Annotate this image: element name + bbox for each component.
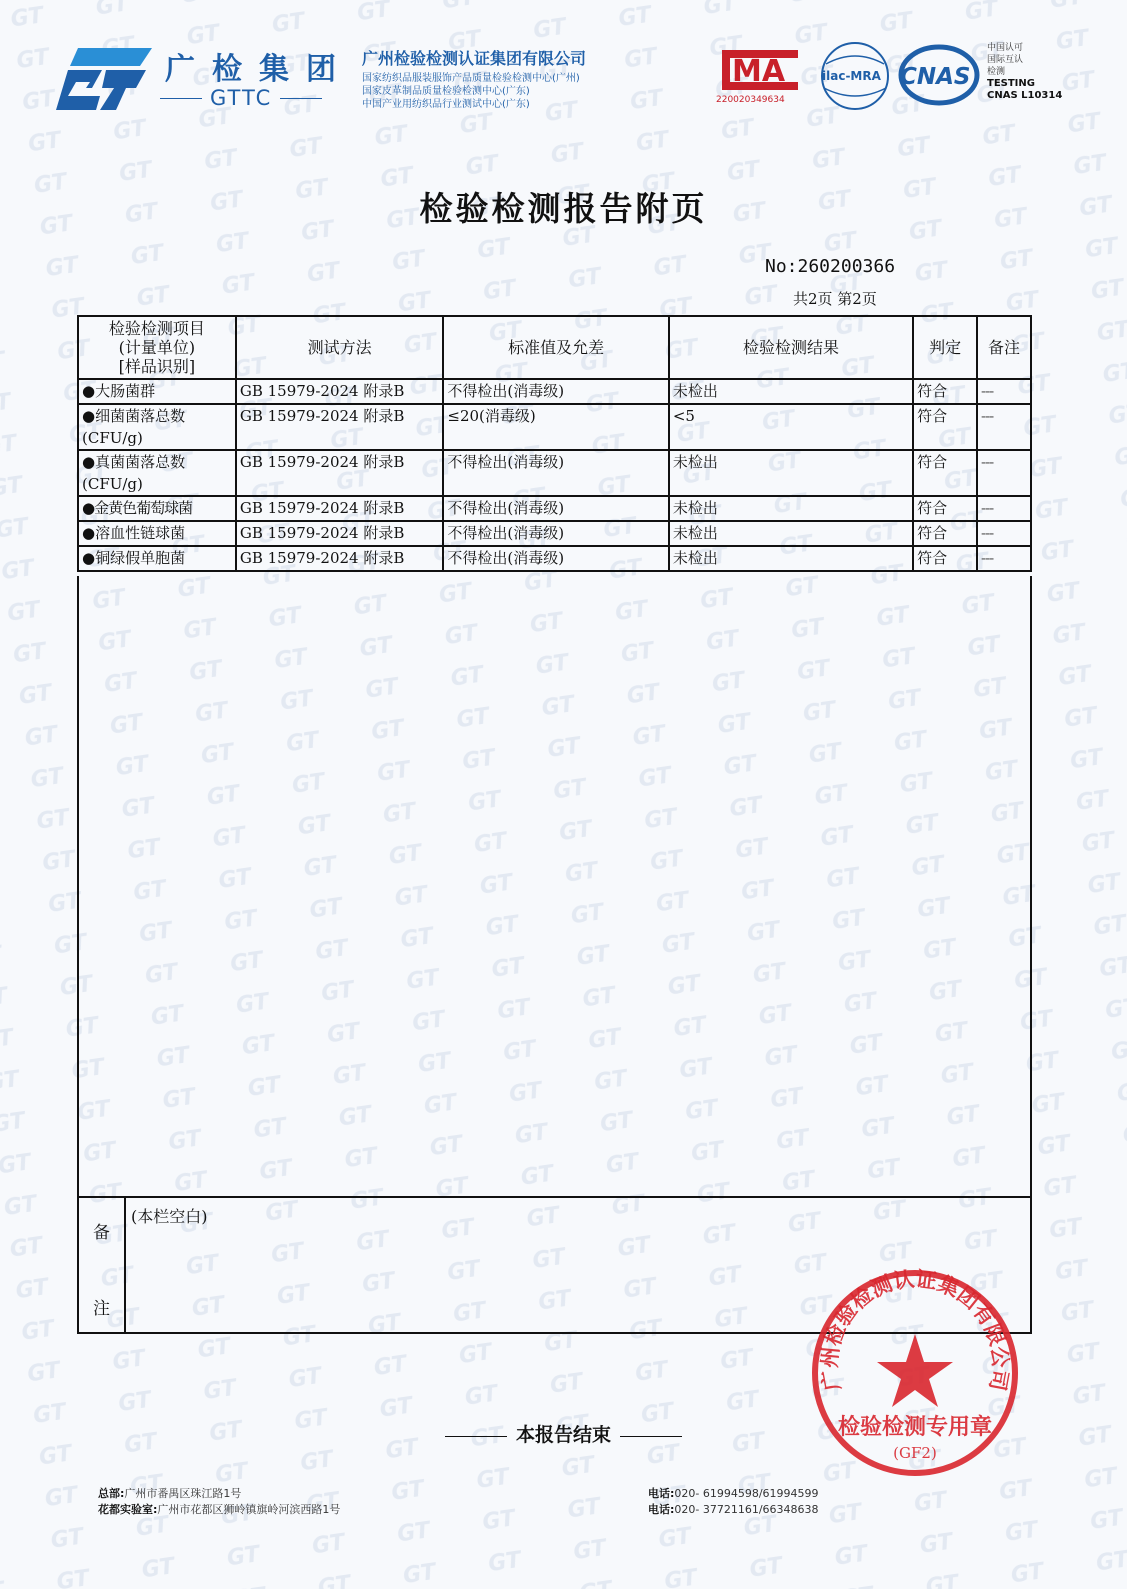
svg-text:MA: MA <box>732 54 786 89</box>
cell-method: GB 15979-2024 附录B <box>236 450 444 496</box>
cell-standard: 不得检出(消毒级) <box>443 496 668 521</box>
header-item-line-3: [样品识别] <box>118 357 196 376</box>
brand-name-cn: 广检集团 <box>165 52 353 87</box>
cell-judgement: 符合 <box>913 450 977 496</box>
cell-item: ●溶血性链球菌 <box>78 521 236 546</box>
organization-sub-3: 中国产业用纺织品行业测试中心(广东) <box>362 99 530 110</box>
notes-label-2: 注 <box>93 1299 110 1319</box>
cell-standard: 不得检出(消毒级) <box>443 521 668 546</box>
cell-result: 未检出 <box>669 496 913 521</box>
brand-divider-left <box>160 98 202 99</box>
seal-ring-text: 广州检验检测认证集团有限公司 <box>816 1268 1014 1393</box>
notes-text: (本栏空白) <box>131 1207 208 1226</box>
end-divider-right <box>620 1436 682 1437</box>
cell-item: ●大肠菌群 <box>78 379 236 404</box>
cell-item: ●铜绿假单胞菌 <box>78 546 236 571</box>
seal-code: (GF2) <box>893 1444 937 1462</box>
svg-text:ilac-MRA: ilac-MRA <box>822 69 881 83</box>
report-title: 检验检测报告附页 <box>419 189 708 228</box>
header-remark: 备注 <box>977 316 1031 379</box>
cell-judgement: 符合 <box>913 546 977 571</box>
cnas-code: CNAS L10314 <box>987 90 1063 101</box>
cell-standard: 不得检出(消毒级) <box>443 546 668 571</box>
cell-item-unit: (CFU/g) <box>82 475 143 493</box>
cnas-line-1: 中国认可 <box>987 43 1024 53</box>
organization-sub-2: 国家皮革制品质量检验检测中心(广东) <box>362 86 530 97</box>
footer-phone-label-2: 电话: <box>648 1503 675 1516</box>
footer-phone-label-1: 电话: <box>648 1487 675 1500</box>
cell-result: 未检出 <box>669 546 913 571</box>
footer-hq-label: 总部: <box>98 1487 125 1500</box>
organization-name: 广州检验检测认证集团有限公司 <box>362 49 587 68</box>
blank-table-area <box>77 576 1032 1196</box>
page-count: 共2页 第2页 <box>793 290 877 308</box>
cell-judgement: 符合 <box>913 379 977 404</box>
header-result: 检验检测结果 <box>669 316 913 379</box>
notes-divider <box>124 1198 126 1332</box>
cell-method: GB 15979-2024 附录B <box>236 496 444 521</box>
table-row <box>78 496 1031 521</box>
cell-result: <5 <box>669 404 913 450</box>
footer-phone-number-1: 020- 61994598/61994599 <box>674 1487 819 1500</box>
cell-remark: --- <box>977 404 1031 450</box>
footer-phone-1 <box>648 1486 819 1502</box>
cnas-logo-icon <box>898 44 980 106</box>
seal-center-text: 检验检测专用章 <box>837 1414 993 1440</box>
cell-method: GB 15979-2024 附录B <box>236 379 444 404</box>
cell-remark: --- <box>977 496 1031 521</box>
cell-judgement: 符合 <box>913 496 977 521</box>
official-seal-icon <box>810 1268 1020 1478</box>
report-end-text: 本报告结束 <box>515 1424 611 1446</box>
table-header-row <box>78 316 1031 379</box>
cell-standard: 不得检出(消毒级) <box>443 450 668 496</box>
cnas-line-2: 国际互认 <box>987 55 1024 65</box>
cell-remark: --- <box>977 379 1031 404</box>
cell-judgement: 符合 <box>913 404 977 450</box>
cell-item-unit: (CFU/g) <box>82 429 143 447</box>
footer-phone-2 <box>648 1502 819 1518</box>
cell-method: GB 15979-2024 附录B <box>236 521 444 546</box>
cell-item <box>78 450 236 496</box>
cell-result: 未检出 <box>669 450 913 496</box>
results-table <box>77 315 1032 572</box>
cell-method: GB 15979-2024 附录B <box>236 546 444 571</box>
cell-remark: --- <box>977 450 1031 496</box>
footer-lab <box>98 1502 340 1518</box>
cell-standard: ≤20(消毒级) <box>443 404 668 450</box>
organization-sub-1: 国家纺织品服装服饰产品质量检验检测中心(广州) <box>362 73 580 84</box>
footer-hq-address: 广州市番禺区珠江路1号 <box>124 1487 242 1500</box>
cell-remark: --- <box>977 521 1031 546</box>
cell-method: GB 15979-2024 附录B <box>236 404 444 450</box>
cell-result: 未检出 <box>669 379 913 404</box>
ilac-mra-logo-icon <box>818 40 892 112</box>
footer-hq <box>98 1486 340 1502</box>
cell-item-name: ●真菌菌落总数 <box>82 453 186 471</box>
cnas-accreditation-text <box>987 42 1062 102</box>
footer-lab-address: 广州市花都区狮岭镇旗岭河滨西路1号 <box>157 1503 341 1516</box>
header-item-line-2: (计量单位) <box>118 338 196 357</box>
brand-name-en <box>160 86 322 110</box>
header-standard: 标准值及允差 <box>443 316 668 379</box>
cell-standard: 不得检出(消毒级) <box>443 379 668 404</box>
cnas-testing: TESTING <box>987 78 1035 89</box>
organization-block <box>362 46 586 111</box>
cell-result: 未检出 <box>669 521 913 546</box>
table-row <box>78 521 1031 546</box>
cell-item <box>78 404 236 450</box>
footer-lab-label: 花都实验室: <box>98 1503 158 1516</box>
footer-phones <box>648 1486 819 1518</box>
header-item-line-1: 检验检测项目 <box>108 319 205 338</box>
header-item <box>78 316 236 379</box>
cell-item: ●金黄色葡萄球菌 <box>78 496 236 521</box>
cell-item-name: ●细菌菌落总数 <box>82 407 186 425</box>
table-row <box>78 404 1031 450</box>
end-divider-left <box>445 1436 507 1437</box>
cell-judgement: 符合 <box>913 521 977 546</box>
header-method: 测试方法 <box>236 316 444 379</box>
table-row <box>78 379 1031 404</box>
brand-divider-right <box>280 98 322 99</box>
cma-code: 220020349634 <box>716 95 785 105</box>
gttc-logo-icon <box>56 48 152 110</box>
header-judgement: 判定 <box>913 316 977 379</box>
cell-remark: --- <box>977 546 1031 571</box>
table-row <box>78 546 1031 571</box>
notes-label-1: 备 <box>93 1223 110 1243</box>
cnas-line-3: 检测 <box>987 67 1006 77</box>
report-number: No:260200366 <box>765 256 896 277</box>
footer-phone-number-2: 020- 37721161/66348638 <box>674 1503 819 1516</box>
svg-text:CNAS: CNAS <box>900 64 971 90</box>
brand-name-en-text: GTTC <box>210 86 273 110</box>
footer-addresses <box>98 1486 340 1518</box>
table-row <box>78 450 1031 496</box>
